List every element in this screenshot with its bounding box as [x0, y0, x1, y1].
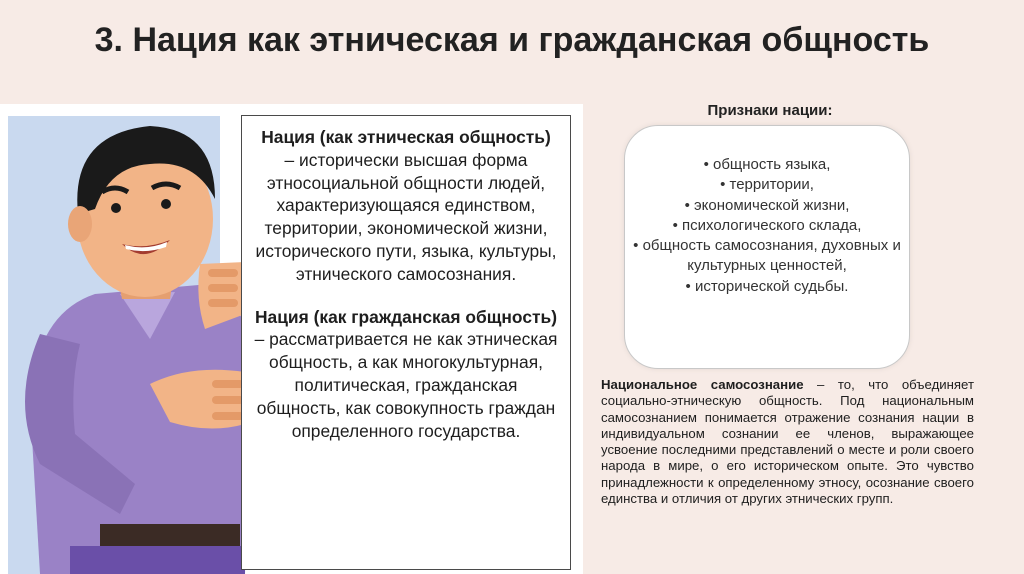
civic-definition [254, 306, 558, 443]
slide-title: 3. Нация как этническая и гражданская общность [94, 21, 930, 59]
sign-item: • психологического склада, [625, 216, 909, 236]
self-awareness-term: Национальное самосознание [601, 377, 804, 392]
sign-item: • экономической жизни, [625, 196, 909, 216]
signs-list [625, 155, 909, 297]
ethnic-definition [254, 126, 558, 286]
self-awareness-body: – то, что объединяет социально-этническую общность. Под национальным самосознанием понимается отражение сознания нации в индивидуальном сознании ее членов, выражающее усвоение последними представлений о месте и роли своего народа в мире, о его историческом опыте. Это чувство принадлежности к определенному этносу, осознание своего единства и отличия от других этнических групп. [601, 377, 974, 507]
signs-title: Признаки нации: [707, 102, 833, 119]
civic-text: – рассматривается не как этническая общность, а как многокультурная, политическая, гражданская общность, как совокупность граждан определенного государства. [254, 329, 558, 441]
ethnic-text: – исторически высшая форма этносоциальной общности людей, характеризующаяся единством, территории, экономической жизни, исторического пути, языка, культуры, этнического самосознания. [255, 149, 557, 284]
sign-item: • общность языка, [625, 155, 909, 175]
sign-item: • исторической судьбы. [625, 277, 909, 297]
sign-item: • общность самосознания, духовных и культурных ценностей, [625, 236, 909, 277]
signs-box [624, 125, 910, 369]
sign-item: • территории, [625, 175, 909, 195]
ethnic-term: Нация (как этническая общность) [261, 127, 551, 147]
nation-definition-card [241, 115, 571, 570]
national-self-awareness-text [601, 377, 974, 507]
civic-term: Нация (как гражданская общность) [254, 306, 557, 327]
